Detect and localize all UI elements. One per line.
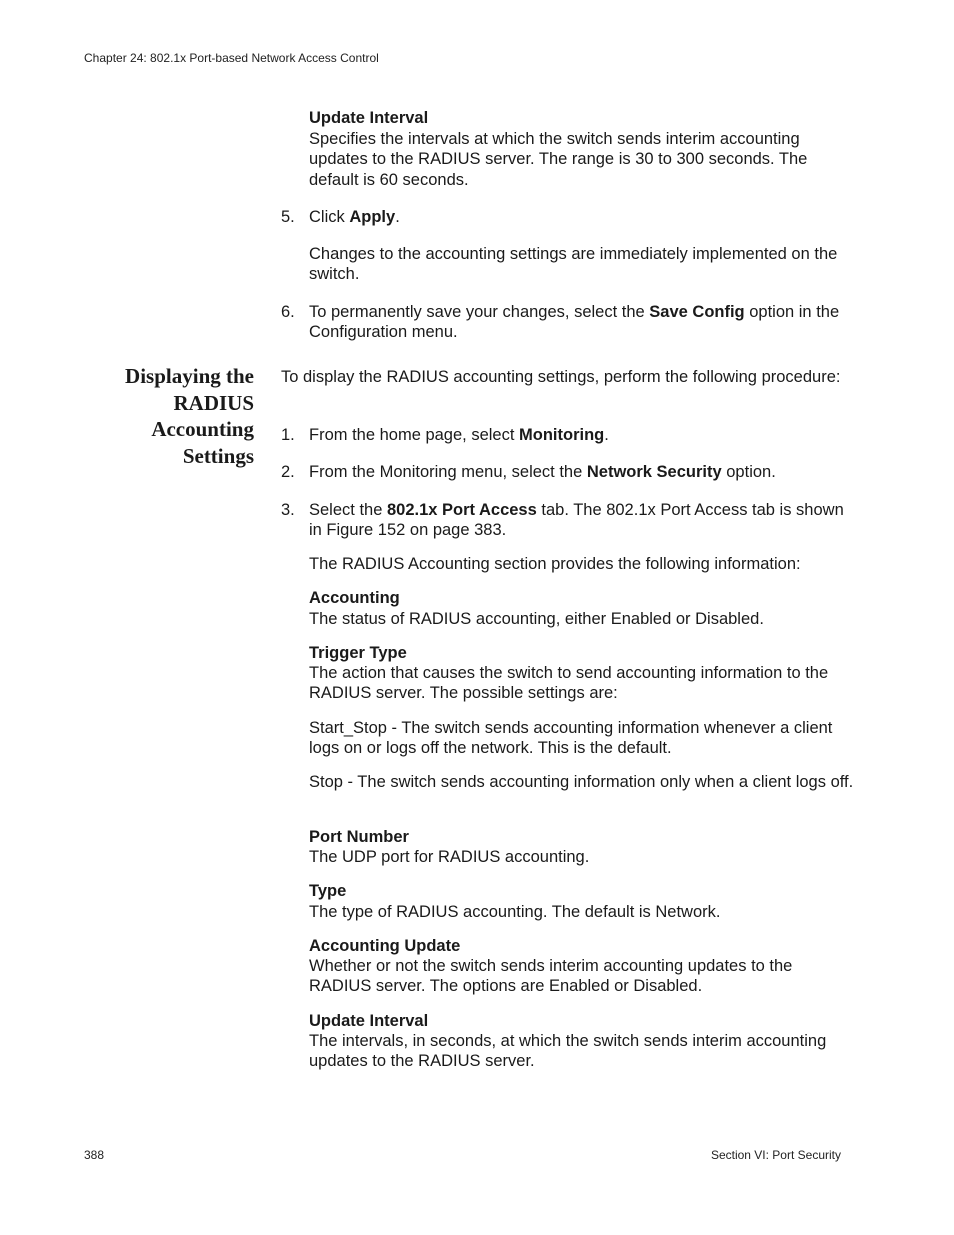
update-interval-term-2: Update Interval xyxy=(309,1012,429,1030)
section-heading-line: Displaying the xyxy=(125,364,254,388)
step-3-number: 3. xyxy=(281,501,295,519)
step-6-text: To permanently save your changes, select the Save Config option in the Configuration menu. xyxy=(309,303,840,342)
update-interval-term: Update Interval xyxy=(309,109,429,127)
type-term: Type xyxy=(309,882,347,900)
step-2-text: From the Monitoring menu, select the Network Security option. xyxy=(309,463,776,481)
step-1-text: From the home page, select Monitoring. xyxy=(309,426,609,444)
trigger-type-description: The action that causes the switch to send accounting information to the RADIUS server. The possible settings are: xyxy=(309,664,829,703)
stop-description: Stop - The switch sends accounting information only when a client logs off. xyxy=(309,773,854,791)
info-intro: The RADIUS Accounting section provides the following information: xyxy=(309,555,801,573)
step-1-number: 1. xyxy=(281,426,295,444)
step-5-number: 5. xyxy=(281,208,295,226)
accounting-description: The status of RADIUS accounting, either Enabled or Disabled. xyxy=(309,610,764,628)
step-2-number: 2. xyxy=(281,463,295,481)
section-heading-line: RADIUS xyxy=(173,390,254,415)
type-description: The type of RADIUS accounting. The default is Network. xyxy=(309,903,721,921)
running-header: Chapter 24: 802.1x Port-based Network Access Control xyxy=(84,51,379,65)
accounting-update-term: Accounting Update xyxy=(309,937,461,955)
section-heading-line: Settings xyxy=(182,443,254,468)
step-3-text: Select the 802.1x Port Access tab. The 802.1x Port Access tab is shown in Figure 152 on page 383. xyxy=(309,501,844,540)
step-5-text: Click Apply. xyxy=(309,208,400,226)
accounting-term: Accounting xyxy=(309,589,400,607)
port-number-description: The UDP port for RADIUS accounting. xyxy=(309,848,590,866)
section-heading-line: Accounting xyxy=(151,417,254,441)
start-stop-description: Start_Stop - The switch sends accounting information whenever a client logs on or logs off the network. This is the default. xyxy=(309,719,833,758)
accounting-update-description: Whether or not the switch sends interim accounting updates to the RADIUS server. The options are Enabled or Disabled. xyxy=(309,957,793,996)
running-footer-section: Section VI: Port Security xyxy=(710,1148,841,1162)
step-6-number: 6. xyxy=(281,303,295,321)
page-number: 388 xyxy=(84,1148,105,1162)
trigger-type-term: Trigger Type xyxy=(309,644,407,662)
update-interval-description: Specifies the intervals at which the switch sends interim accounting updates to the RADIUS server. The range is 30 to 300 seconds. The default is 60 seconds. xyxy=(309,130,808,189)
section-heading xyxy=(84,363,254,469)
port-number-term: Port Number xyxy=(309,828,409,846)
step-5-note: Changes to the accounting settings are immediately implemented on the switch. xyxy=(309,245,838,284)
update-interval-description-2: The intervals, in seconds, at which the switch sends interim accounting updates to the RADIUS server. xyxy=(309,1032,827,1071)
section-intro: To display the RADIUS accounting settings, perform the following procedure: xyxy=(281,368,841,386)
